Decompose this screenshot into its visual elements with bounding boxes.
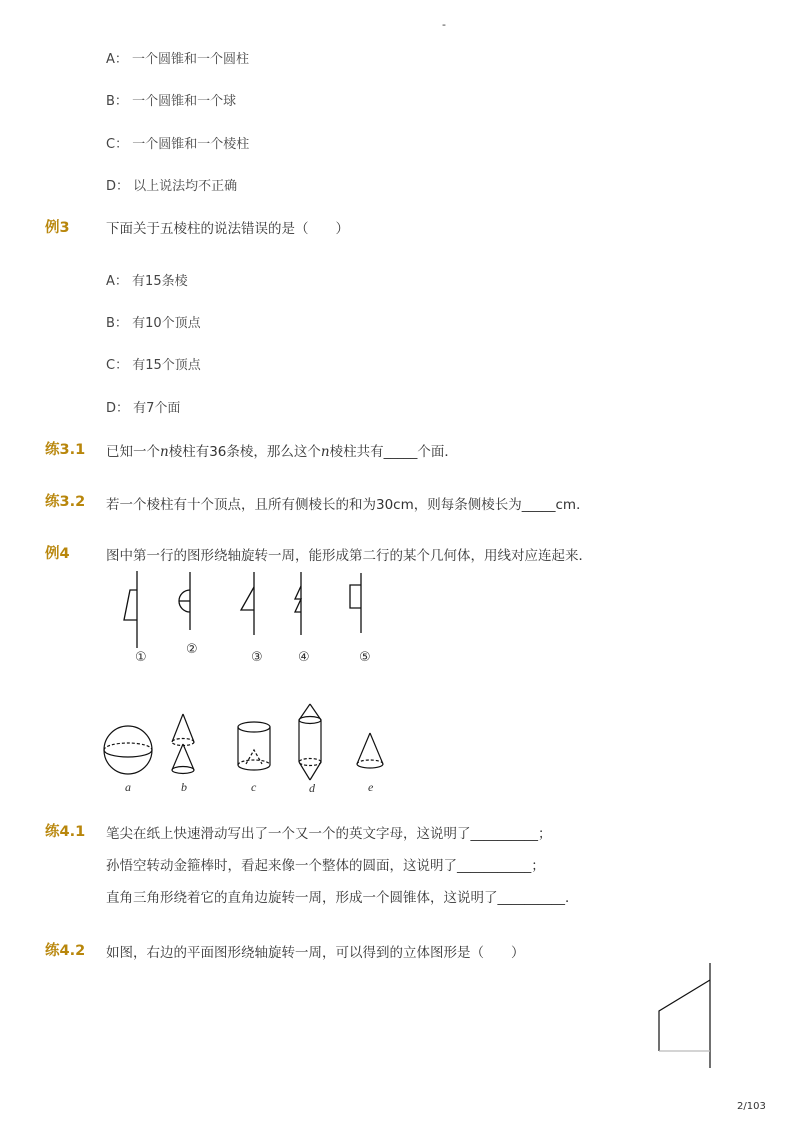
option-text: 有15个顶点 [132, 358, 201, 373]
practice-3-2-question: 若一个棱柱有十个顶点，且所有侧棱长的和为30cm，则每条侧棱长为_____cm． [106, 497, 590, 513]
practice-4-1-line-3: 直角三角形绕着它的直角边旋转一周，形成一个圆锥体，这说明了__________． [106, 890, 579, 906]
practice-4-2-tag: 练4.2 [45, 943, 86, 959]
option-text: 一个圆锥和一个圆柱 [132, 52, 250, 67]
header-dash: - [442, 18, 446, 31]
practice-4-2-question: 如图，右边的平面图形绕轴旋转一周，可以得到的立体图形是（ ） [106, 945, 525, 961]
practice-3-1-tag: 练3.1 [45, 442, 86, 458]
option-letter: A： [106, 274, 128, 289]
q-text: 棱柱共有_____个面． [329, 444, 458, 460]
solid-label-c: c [251, 780, 257, 794]
option-letter: C： [106, 358, 129, 373]
plane-shape-edge [659, 980, 710, 1051]
q-text: 棱柱有36条棱，那么这个 [168, 444, 321, 460]
option-text: 一个圆锥和一个棱柱 [132, 137, 250, 152]
solid-label-d: d [309, 781, 315, 795]
practice-4-1-tag: 练4.1 [45, 824, 86, 840]
example-3-tag: 例3 [45, 220, 70, 236]
figure-label-2: ② [186, 642, 198, 657]
option-text: 有15条棱 [132, 274, 188, 289]
option-letter: A： [106, 52, 128, 67]
practice-4-1-line-2: 孙悟空转动金箍棒时，看起来像一个整体的圆面，这说明了___________； [106, 858, 545, 874]
option-letter: D： [106, 179, 130, 194]
solid-label-e: e [368, 780, 374, 794]
example-4-question: 图中第一行的图形绕轴旋转一周，能形成第二行的某个几何体，用线对应连起来． [106, 548, 592, 564]
option-text: 有10个顶点 [132, 316, 201, 331]
practice-3-2-tag: 练3.2 [45, 494, 86, 510]
n-variable: n [320, 444, 330, 460]
solid-label-b: b [181, 780, 187, 794]
practice-4-1-line-1: 笔尖在纸上快速滑动写出了一个又一个的英文字母，这说明了__________； [106, 826, 552, 842]
example-3-question: 下面关于五棱柱的说法错误的是（ ） [106, 221, 349, 237]
option-letter: C： [106, 137, 129, 152]
q-text: 已知一个 [106, 444, 160, 460]
option-text: 有7个面 [133, 401, 181, 416]
figure-label-4: ④ [298, 650, 310, 665]
figure-label-1: ① [135, 650, 147, 665]
option-text: 以上说法均不正确 [133, 179, 238, 194]
example-4-tag: 例4 [45, 546, 70, 562]
option-letter: B： [106, 316, 128, 331]
figure-label-5: ⑤ [359, 650, 371, 665]
option-text: 一个圆锥和一个球 [132, 94, 237, 109]
option-letter: D： [106, 401, 130, 416]
page-number: 2/103 [737, 1101, 766, 1112]
option-letter: B： [106, 94, 128, 109]
n-variable: n [160, 444, 169, 460]
figure-label-3: ③ [251, 650, 263, 665]
solid-label-a: a [125, 780, 131, 794]
